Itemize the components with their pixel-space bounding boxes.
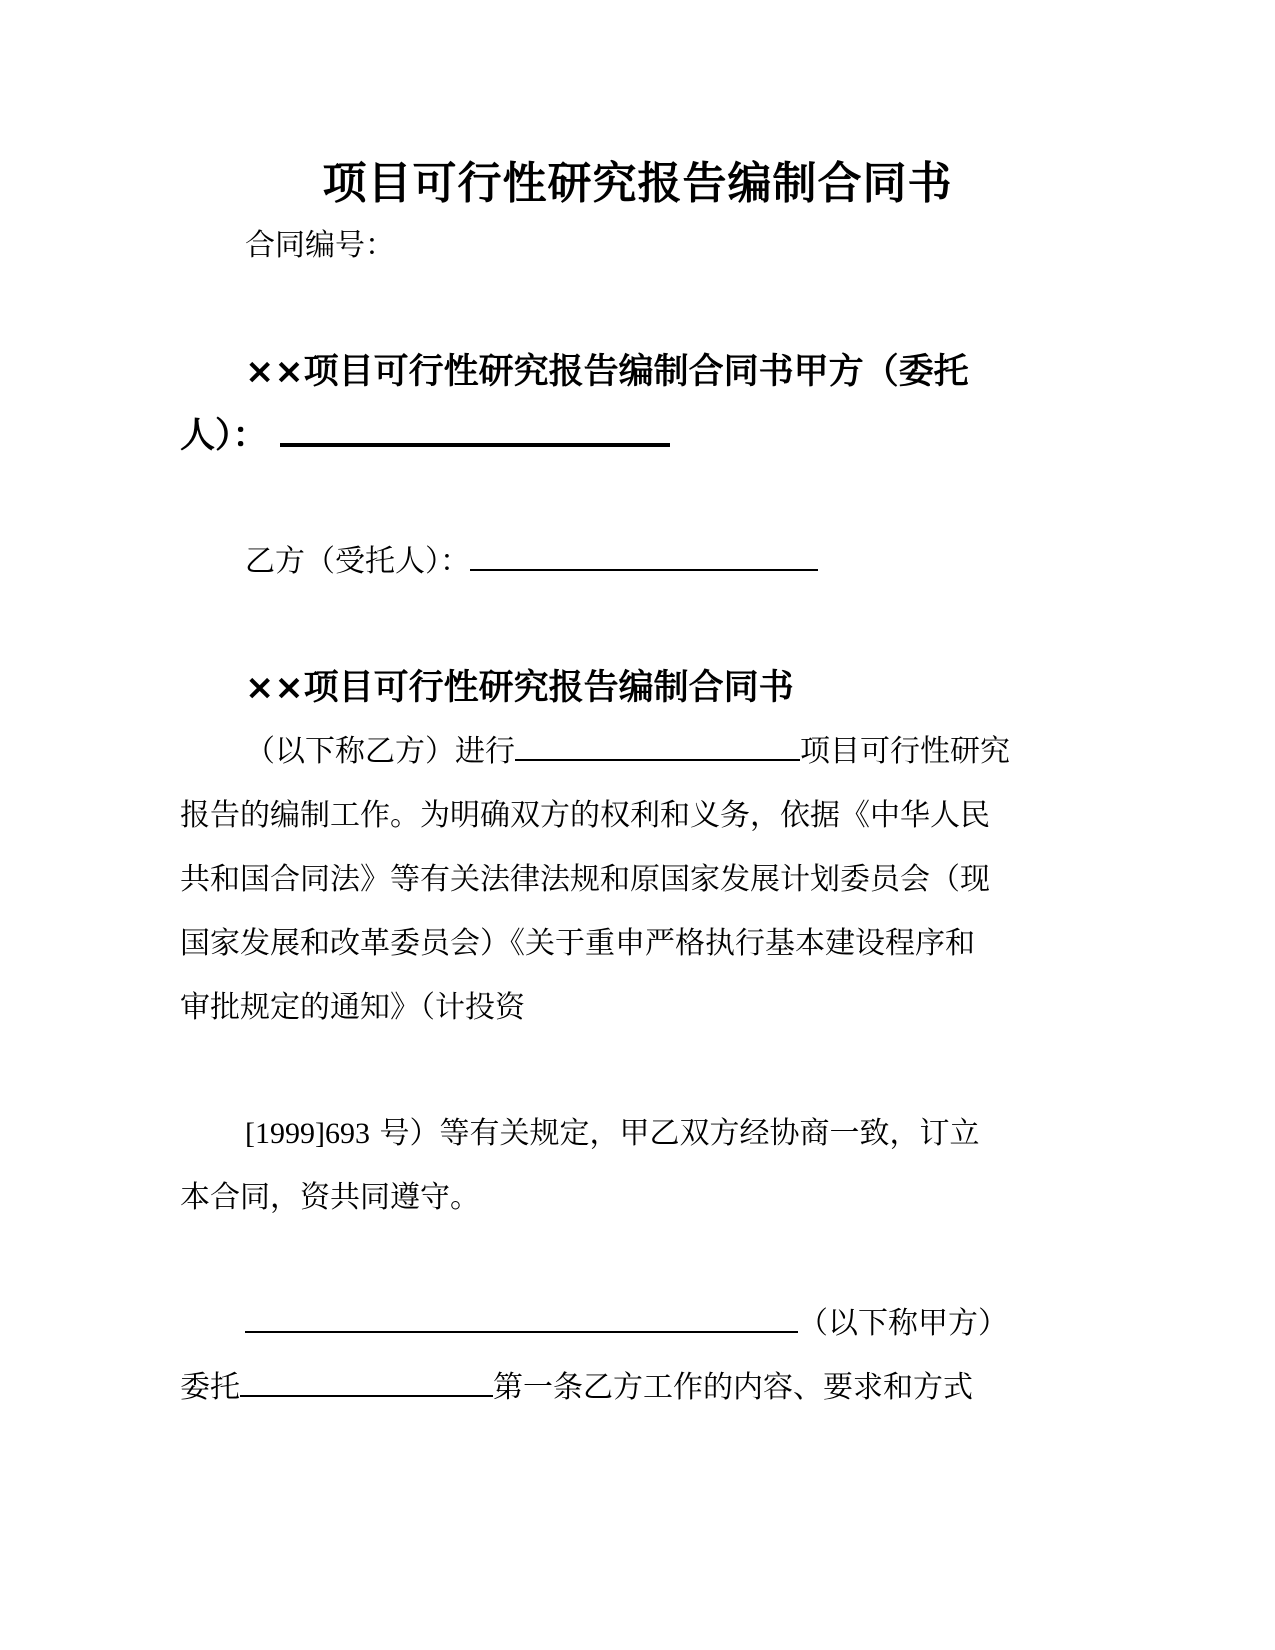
project-name-blank [515, 729, 800, 761]
body-paragraph-1-line5: 审批规定的通知》（计投资 [180, 990, 525, 1025]
paragraph-3-line1-suffix: （以下称甲方） [798, 1306, 1008, 1341]
document-reference-number: [1999]693 [245, 1117, 370, 1150]
party-a-heading-line2: 人）： [180, 416, 268, 456]
contract-number-label: 合同编号： [245, 228, 395, 263]
party-a-name-blank [280, 413, 670, 447]
paragraph-3-line2-prefix: 委托 [180, 1370, 240, 1405]
body-paragraph-2-line2: 本合同，资共同遵守。 [180, 1180, 480, 1215]
body-paragraph-1-line3: 共和国合同法》等有关法律法规和原国家发展计划委员会（现 [180, 862, 990, 897]
paragraph-3-line2-suffix: 第一条乙方工作的内容、要求和方式 [493, 1370, 973, 1405]
party-a-blank-2 [245, 1301, 798, 1333]
party-a-heading-cont [180, 400, 1080, 472]
party-b-label: 乙方（受托人）： [245, 544, 470, 579]
party-a-heading [180, 336, 1080, 408]
body-paragraph-3-line2 [180, 1356, 1080, 1420]
document-title: 项目可行性研究报告编制合同书 [322, 158, 953, 209]
commission-blank [240, 1365, 493, 1397]
contract-number-line [180, 214, 1080, 278]
party-b-line [180, 530, 1080, 594]
body-paragraph-3-line1 [180, 1292, 1080, 1356]
body-paragraph-1-line1 [180, 720, 1080, 784]
party-a-heading-line1: ××项目可行性研究报告编制合同书甲方（委托 [245, 352, 969, 392]
section-heading-text: ××项目可行性研究报告编制合同书 [245, 668, 794, 708]
body-paragraph-2-line1 [180, 1102, 1080, 1166]
body-paragraph-1-line2: 报告的编制工作。为明确双方的权利和义务，依据《中华人民 [180, 798, 990, 833]
section-heading [180, 652, 1080, 724]
body-paragraph-1-line4: 国家发展和改革委员会）《关于重申严格执行基本建设程序和 [180, 926, 975, 961]
paragraph-1-line1-suffix: 项目可行性研究 [800, 734, 1010, 769]
paragraph-2-line1-suffix: 号）等有关规定，甲乙双方经协商一致，订立 [379, 1116, 980, 1151]
party-b-name-blank [470, 539, 818, 571]
paragraph-1-prefix: （以下称乙方）进行 [245, 734, 515, 769]
